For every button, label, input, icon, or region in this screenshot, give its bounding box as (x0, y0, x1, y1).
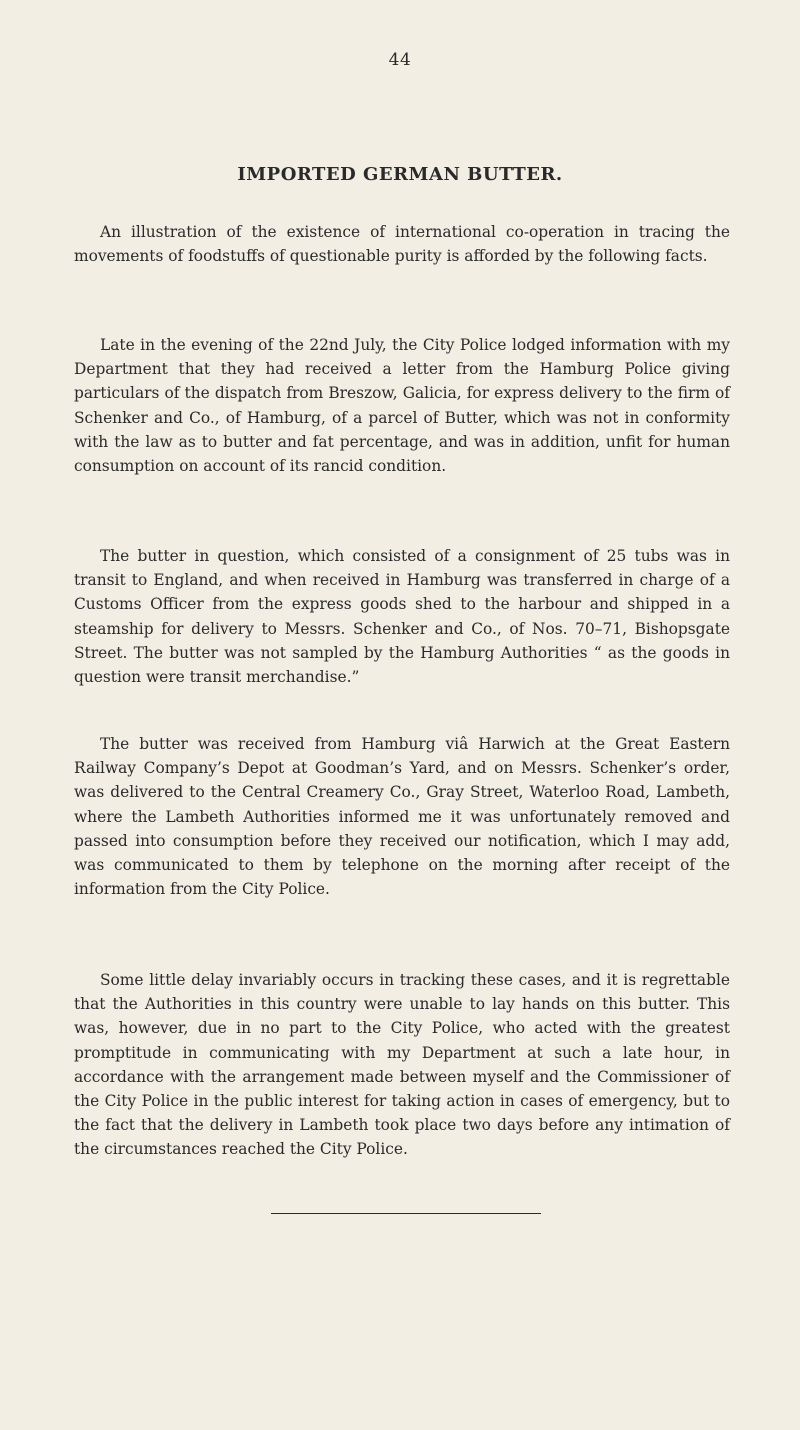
paragraph-consignment: The butter in question, which consisted of a consignment of 25 tubs was in transit to England, and when received in Hamburg was transferred in charge of a Customs Officer from the express goods shed to the harbour and shipped in a steamship for delivery to Messrs. Schenker and Co., of Nos. 70–71, Bishopsgate Street. The butter was not sampled by the Hamburg Authorities “ as the goods in question were transit merchandise.” (74, 547, 730, 687)
paragraph-delay: Some little delay invariably occurs in tracking these cases, and it is regrettable that the Authorities in this country were unable to lay hands on this butter. This was, however, due in no part to the City Police, who acted with the greatest promptitude in communicating with my Department at such a late hour, in accordance with the arrangement made between myself and the Commissioner of the City Police in the public interest for taking action in cases of emergency, but to the fact that the delivery in Lambeth took place two days before any intimation of the circumstances reached the City Police. (74, 971, 730, 1159)
page-number: 44 (388, 50, 412, 70)
paragraph-delivery: The butter was received from Hamburg viâ Harwich at the Great Eastern Railway Company’s Depot at Goodman’s Yard, and on Messrs. Schenker’s order, was delivered to the Central Creamery Co., Gray Street, Waterloo Road, Lambeth, where the Lambeth Authorities informed me it was unfortunately removed and passed into consumption before they received our notification, which I may add, was communicated to them by telephone on the morning after receipt of the information from the City Police. (74, 735, 730, 899)
paragraph-intro: An illustration of the existence of international co-operation in tracing the movements of foodstuffs of questionable purity is afforded by the following facts. (74, 223, 730, 266)
closing-rule-divider (271, 1213, 541, 1214)
paragraph-police-information: Late in the evening of the 22nd July, the City Police lodged information with my Department that they had received a letter from the Hamburg Police giving particulars of the dispatch from Breszow, Galicia, for express delivery to the firm of Schenker and Co., of Hamburg, of a parcel of Butter, which was not in conformity with the law as to butter and fat percentage, and was in addition, unfit for human consumption on account of its rancid condition. (74, 336, 730, 476)
section-title: IMPORTED GERMAN BUTTER. (237, 164, 563, 185)
